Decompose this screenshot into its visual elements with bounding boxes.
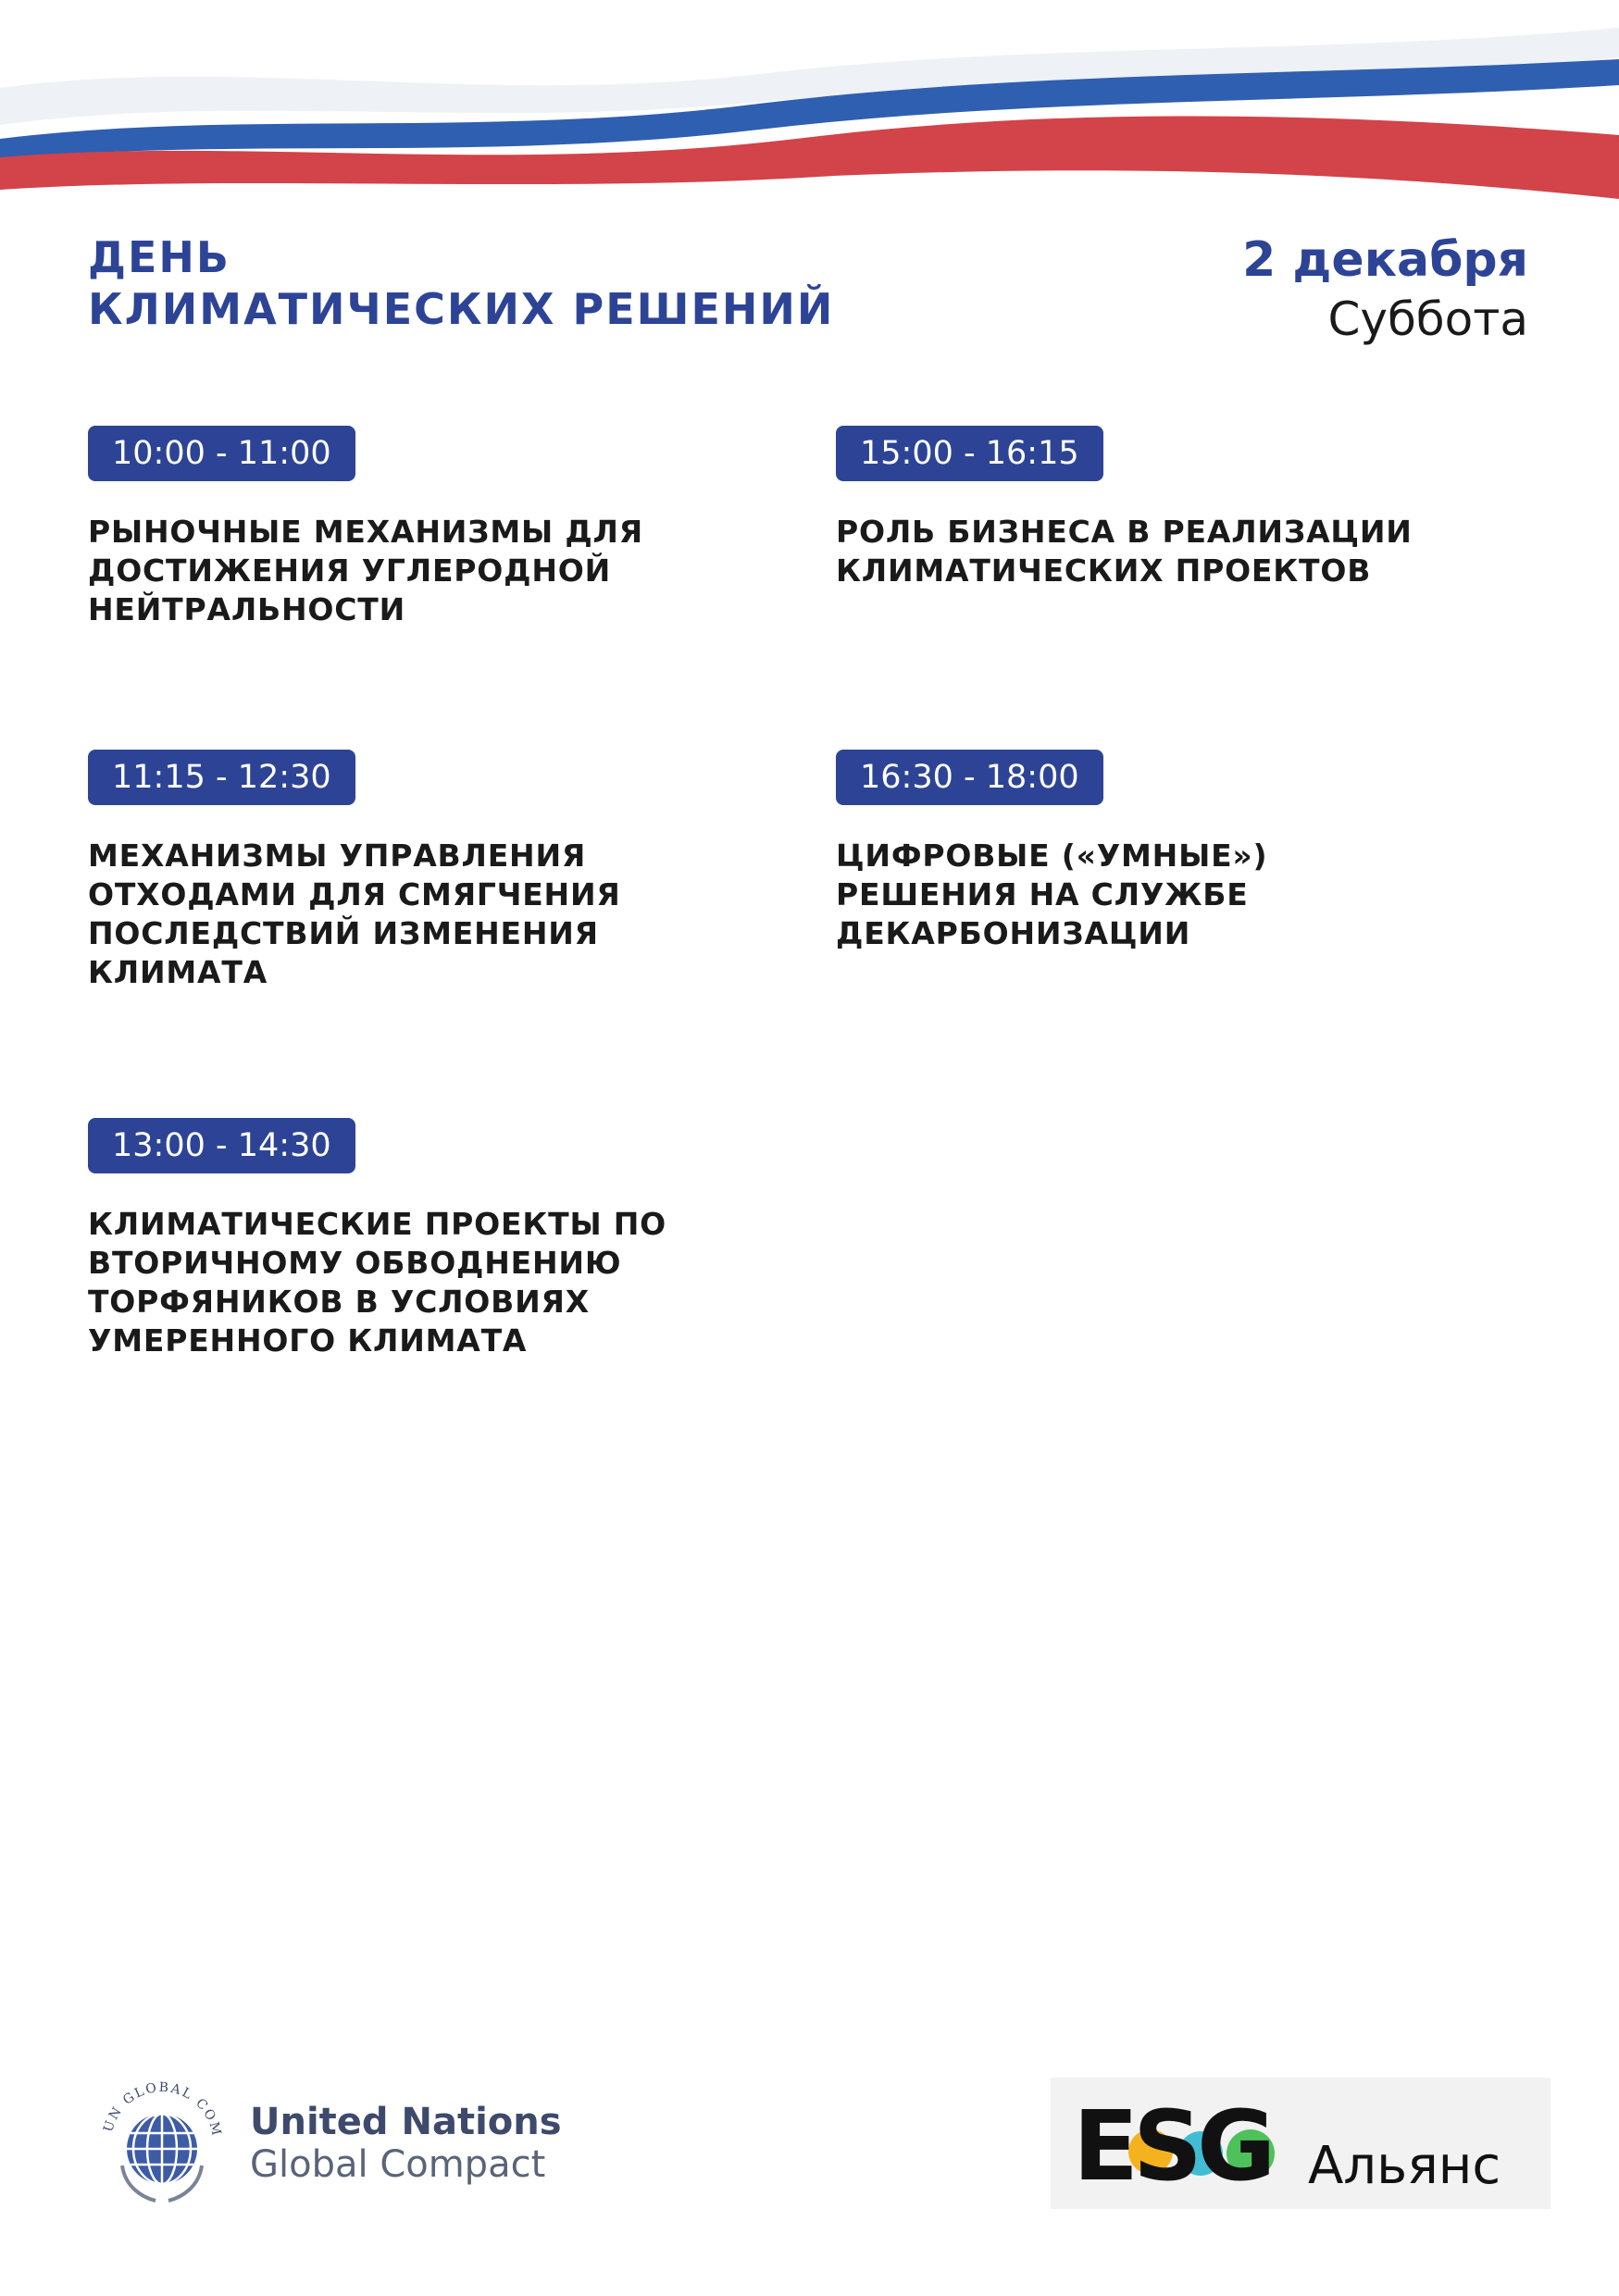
svg-text:UN GLOBAL COMPACT: UN GLOBAL COM — [101, 2079, 225, 2139]
session-time-badge: 13:00 - 14:30 — [88, 1118, 355, 1173]
un-name-line-1: United Nations — [250, 2101, 562, 2143]
session-time-badge: 15:00 - 16:15 — [836, 426, 1103, 481]
session-topic: РЫНОЧНЫЕ МЕХАНИЗМЫ ДЛЯ ДОСТИЖЕНИЯ УГЛЕРОДНОЙ НЕЙТРАЛЬНОСТИ — [88, 514, 643, 627]
session-3 — [88, 1118, 680, 1360]
session-2 — [88, 750, 680, 992]
session-time-badge: 10:00 - 11:00 — [88, 426, 355, 481]
session-topic: РОЛЬ БИЗНЕСА В РЕАЛИЗАЦИИ КЛИМАТИЧЕСКИХ ПРОЕКТОВ — [836, 514, 1413, 589]
page-title — [88, 231, 834, 335]
session-topic: МЕХАНИЗМЫ УПРАВЛЕНИЯ ОТХОДАМИ ДЛЯ СМЯГЧЕНИЯ ПОСЛЕДСТВИЙ ИЗМЕНЕНИЯ КЛИМАТА — [88, 838, 621, 990]
event-weekday: Суббота — [1327, 292, 1528, 346]
date-block — [1242, 231, 1528, 350]
session-time-badge: 11:15 - 12:30 — [88, 750, 355, 805]
title-line-1: ДЕНЬ — [88, 232, 230, 282]
session-topic: КЛИМАТИЧЕСКИЕ ПРОЕКТЫ ПО ВТОРИЧНОМУ ОБВОДНЕНИЮ ТОРФЯНИКОВ В УСЛОВИЯХ УМЕРЕННОГО КЛИМАТА — [88, 1206, 666, 1359]
esg-subtitle: Альянс — [1308, 2136, 1501, 2196]
event-date: 2 декабря — [1242, 232, 1528, 288]
esg-alliance-logo — [1051, 2078, 1551, 2209]
un-globe-icon — [93, 2073, 231, 2212]
un-global-compact-logo — [93, 2073, 574, 2212]
flag-ribbon-decoration — [0, 0, 1619, 222]
session-topic: ЦИФРОВЫЕ («УМНЫЕ») РЕШЕНИЯ НА СЛУЖБЕ ДЕКАРБОНИЗАЦИИ — [836, 838, 1268, 951]
un-name-line-2: Global Compact — [250, 2143, 546, 2186]
session-1 — [88, 426, 680, 629]
title-line-2: КЛИМАТИЧЕСКИХ РЕШЕНИЙ — [88, 284, 835, 334]
esg-letters: ESG — [1073, 2090, 1271, 2203]
session-4 — [836, 426, 1428, 590]
session-5 — [836, 750, 1428, 953]
session-time-badge: 16:30 - 18:00 — [836, 750, 1103, 805]
